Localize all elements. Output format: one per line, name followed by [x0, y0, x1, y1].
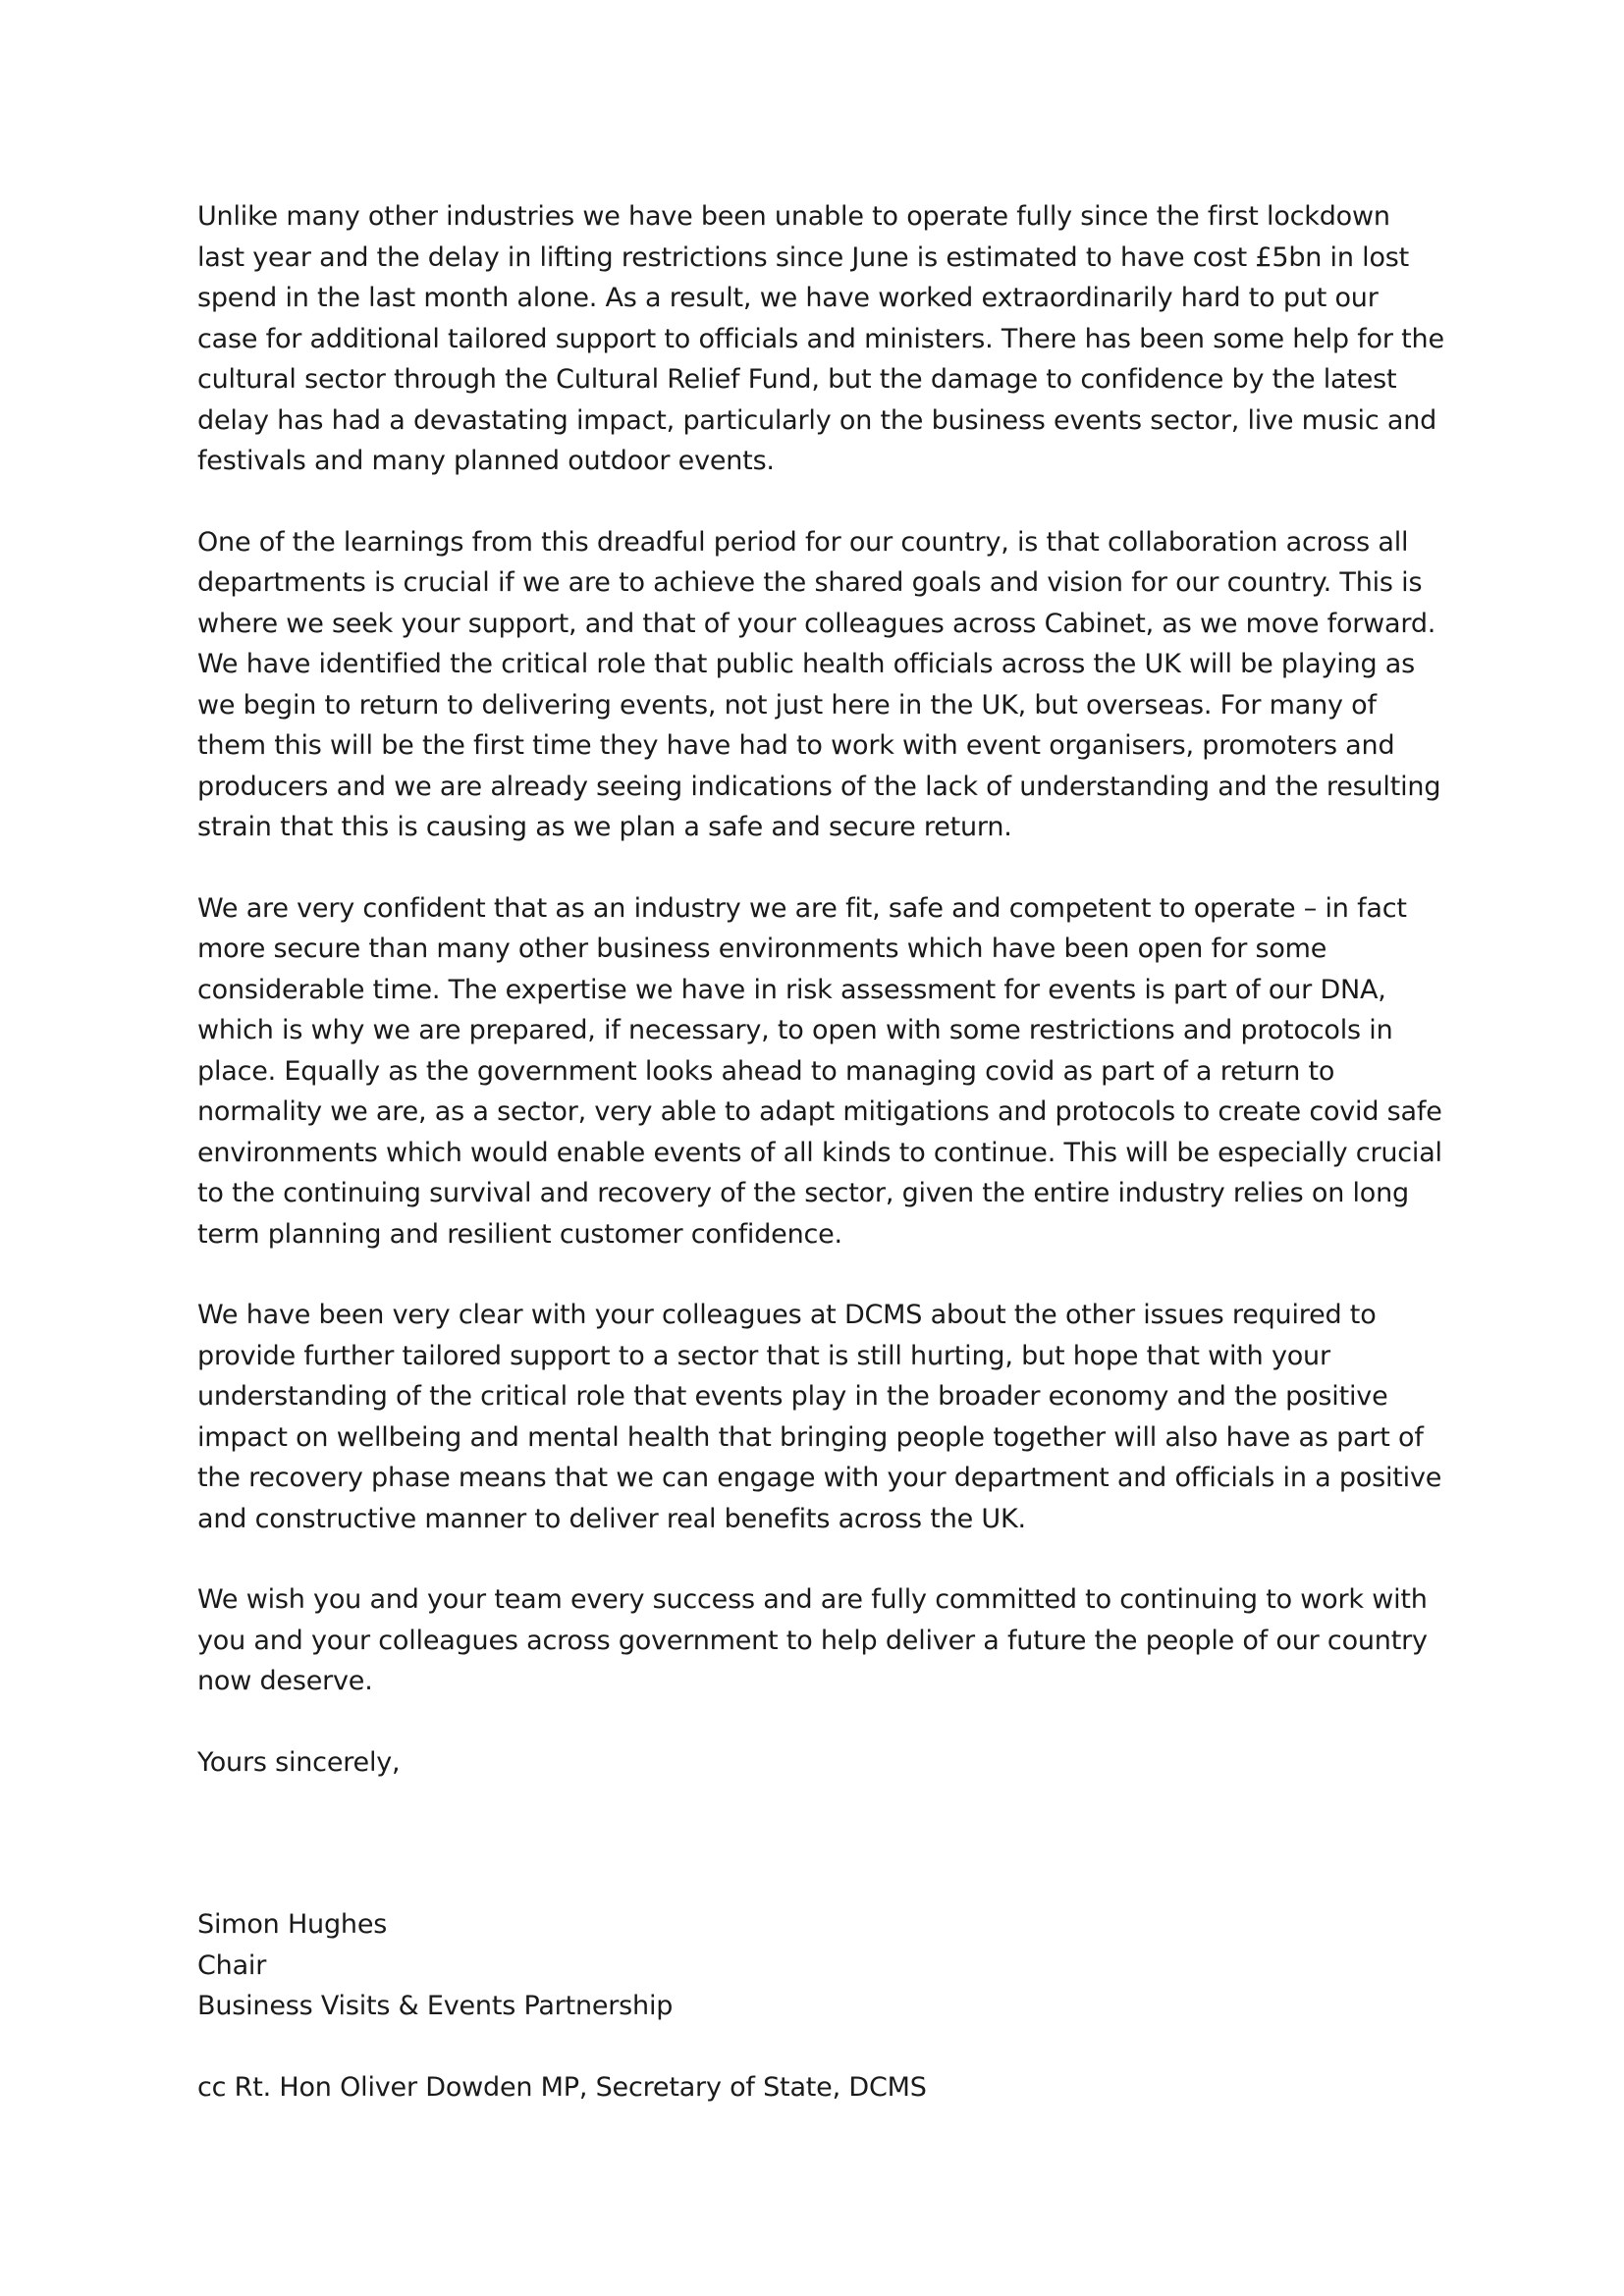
- letter-body: [197, 196, 1444, 2108]
- cc-line: cc Rt. Hon Oliver Dowden MP, Secretary of State, DCMS: [197, 2071, 927, 2103]
- letter-paragraph-1: Unlike many other industries we have been unable to operate fully since the first lockdown last year and the delay in lifting restrictions since June is estimated to have cost £5bn in lost spend in the last month alone. As a result, we have worked extraordinarily hard to put our case for additional tailored support to officials and ministers. There has been some help for the cultural sector through the Cultural Relief Fund, but the damage to confidence by the latest delay has had a devastating impact, particularly on the business events sector, live music and festivals and many planned outdoor events.: [197, 201, 1444, 476]
- letter-paragraph-2: One of the learnings from this dreadful period for our country, is that collaboration across all departments is crucial if we are to achieve the shared goals and vision for our country. This is where we seek your support, and that of your colleagues across Cabinet, as we move forward. We have identified the critical role that public health officials across the UK will be playing as we begin to return to delivering events, not just here in the UK, but overseas. For many of them this will be the first time they have had to work with event organisers, promoters and producers and we are already seeing indications of the lack of understanding and the resulting strain that this is causing as we plan a safe and secure return.: [197, 526, 1441, 842]
- signature-block: [197, 1904, 1444, 2027]
- letter-paragraph-3: We are very confident that as an industry we are fit, safe and competent to operate – in fact more secure than many other business environments which have been open for some considerable time. The expertise we have in risk assessment for events is part of our DNA, which is why we are prepared, if necessary, to open with some restrictions and protocols in place. Equally as the government looks ahead to managing covid as part of a return to normality we are, as a sector, very able to adapt mitigations and protocols to create covid safe environments which would enable events of all kinds to continue. This will be especially crucial to the continuing survival and recovery of the sector, given the entire industry relies on long term planning and resilient customer confidence.: [197, 892, 1442, 1250]
- signatory-name: Simon Hughes: [197, 1909, 388, 1940]
- signatory-title: Chair: [197, 1949, 267, 1981]
- letter-closing: Yours sincerely,: [197, 1746, 401, 1778]
- signatory-organisation: Business Visits & Events Partnership: [197, 1991, 674, 2021]
- letter-paragraph-4: We have been very clear with your colleagues at DCMS about the other issues required to provide further tailored support to a sector that is still hurting, but hope that with your understanding of the critical role that events play in the broader economy and the positive impact on wellbeing and mental health that bringing people together will also have as part of the recovery phase means that we can engage with your department and officials in a positive and constructive manner to deliver real benefits across the UK.: [197, 1300, 1442, 1534]
- letter-paragraph-5: We wish you and your team every success and are fully committed to continuing to work with you and your colleagues across government to help deliver a future the people of our country now deserve.: [197, 1584, 1428, 1696]
